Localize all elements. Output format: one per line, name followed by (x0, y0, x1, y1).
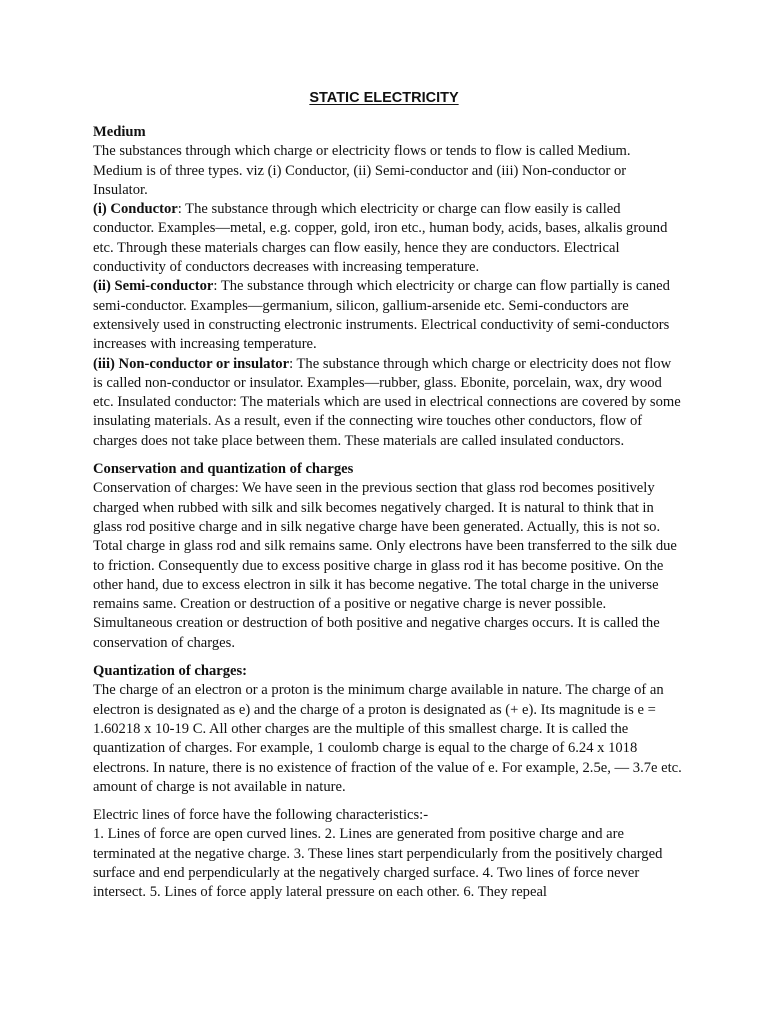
conductor-text: : The substance through which electricity or charge can flow easily is called conductor. Examples—metal, e.g. copper, gold, iron etc., human body, acids, bases, alkalis ground etc. Through these materials charges can flow easily, hence they are conductors. Electrical conductivity of conductors decreases with increasing temperature. (93, 201, 668, 276)
medium-heading: Medium (93, 124, 146, 140)
lines-of-force-paragraph: 1. Lines of force are open curved lines. 2. Lines are generated from positive charge and are terminated at the negative charge. 3. These lines start perpendicularly from the positively charged surface and end perpendicularly at the negatively charged surface. 4. Two lines of force never intersect. 5. Lines of force apply lateral pressure on each other. 6. They repeal (93, 826, 663, 901)
semiconductor-text: : The substance through which electricity or charge can flow partially is caned semi-conductor. Examples—germanium, silicon, gallium-arsenide etc. Semi-conductors are extensively used in constructing electronic instruments. Electrical conductivity of semi-conductors increases with increasing temperature. (93, 278, 670, 353)
conservation-paragraph: Conservation of charges: We have seen in the previous section that glass rod becomes positively charged when rubbed with silk and silk becomes negatively charged. It is natural to think that in glass rod positive charge and in silk negative charge have been generated. Actually, this is not so. Total charge in glass rod and silk remains same. Only electrons have been transferred to the silk due to friction. Consequently due to excess positive charge in glass rod it has become positive. On the other hand, due to excess electron in silk it has become negative. The total charge in the universe remains same. Creation or destruction of a positive or negative charge is never possible. Simultaneous creation or destruction of both positive and negative charges occurs. It is called the conservation of charges. (93, 480, 677, 651)
lines-of-force-intro: Electric lines of force have the following characteristics:- (93, 807, 429, 824)
insulator-term: (iii) Non-conductor or insulator (93, 355, 290, 372)
document-body (93, 123, 683, 903)
conductor-paragraph (93, 200, 683, 277)
semiconductor-paragraph (93, 277, 683, 354)
quantization-heading: Quantization of charges: (93, 663, 248, 680)
semiconductor-term: (ii) Semi-conductor (93, 278, 214, 295)
document-title: STATIC ELECTRICITY (309, 90, 459, 106)
conservation-heading: Conservation and quantization of charges (93, 461, 354, 478)
quantization-paragraph: The charge of an electron or a proton is the minimum charge available in nature. The charge of an electron is designated as e) and the charge of a proton is designated as (+ e). Its magnitude is e = 1.60218 x 10-19 C. All other charges are the multiple of this smallest charge. It is called the quantization of charges. For example, 1 coulomb charge is equal to the charge of 6.24 x 1018 electrons. In nature, there is no existence of fraction of the value of e. For example, 2.5e, — 3.7e etc. amount of charge is not available in nature. (93, 682, 682, 795)
conductor-term: (i) Conductor (93, 201, 178, 218)
medium-paragraph: The substances through which charge or electricity flows or tends to flow is called Medium. Medium is of three types. viz (i) Conductor, (ii) Semi-conductor and (iii) Non-conductor or Insulator. (93, 143, 631, 198)
insulator-paragraph (93, 355, 683, 451)
insulator-text: : The substance through which charge or electricity does not flow is called non-conductor or insulator. Examples—rubber, glass. Ebonite, porcelain, wax, dry wood etc. Insulated conductor: The materials which are used in electrical connections are covered by some insulating materials. As a result, even if the connecting wire touches other conductors, flow of charges does not take place between them. These materials are called insulated conductors. (93, 355, 681, 449)
